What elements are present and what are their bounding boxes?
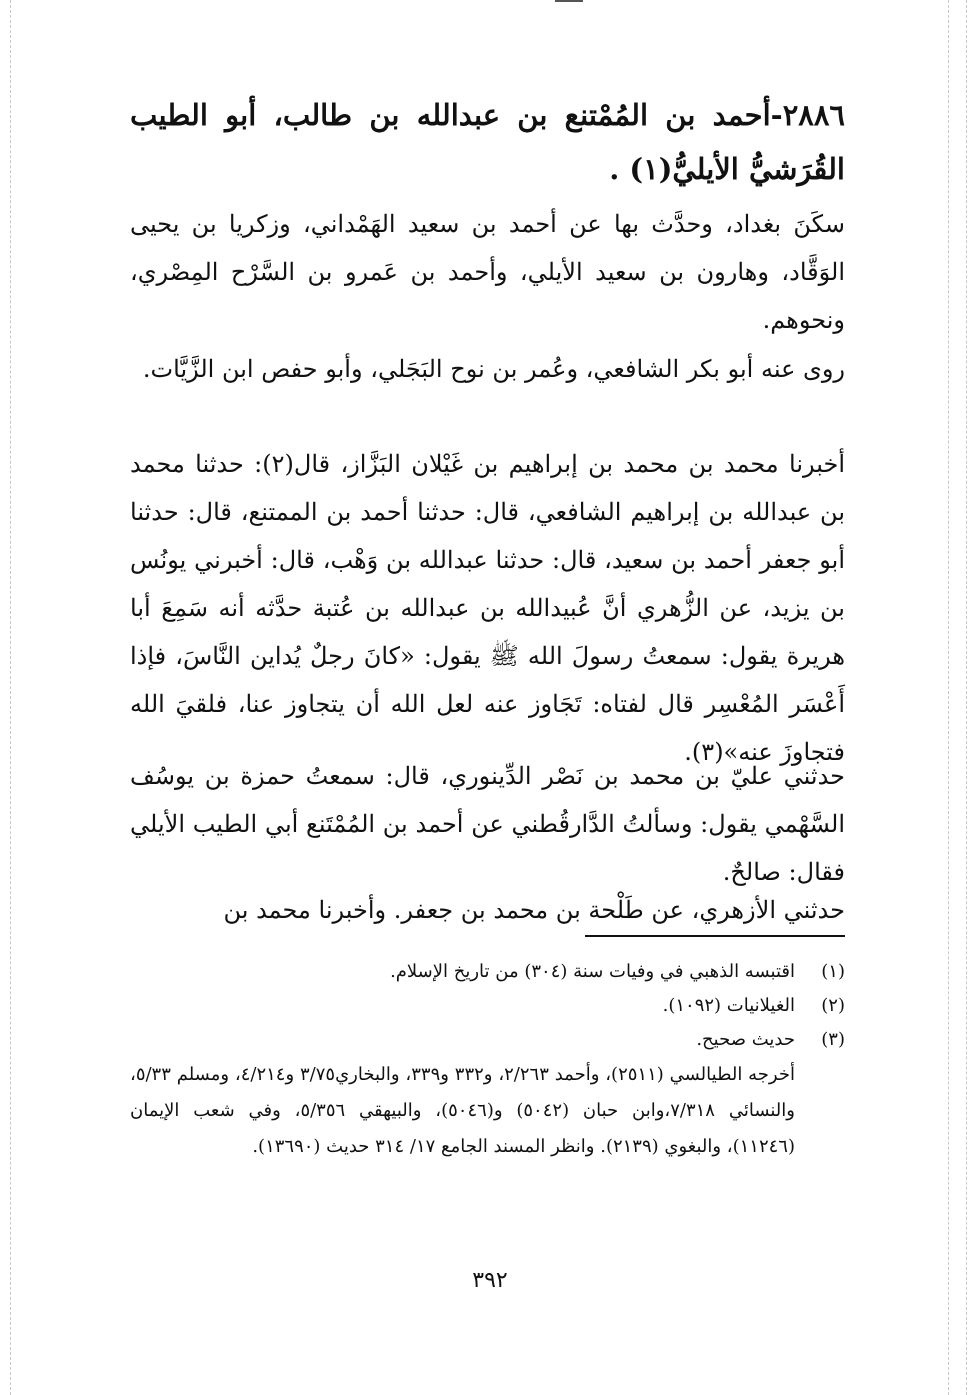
entry-heading: ٢٨٨٦-أحمد بن المُمْتنع بن عبدالله بن طالب، أبو الطيب القُرَشيُّ الأيليُّ(١) . [130, 98, 845, 186]
paragraph-residence: سكَنَ بغداد، وحدَّث بها عن أحمد بن سعيد الهَمْداني، وزكريا بن يحيى الوَقَّاد، وهارون بن سعيد الأيلي، وأحمد بن عَمرو بن السَّرْح المِصْري، ونحوهم. [130, 210, 846, 334]
footnote-text: الغيلانيات (١٠٩٢). [662, 995, 795, 1016]
footnotes [130, 955, 845, 1165]
paragraph-assessment: حدثني عليّ بن محمد بن نَصْر الدِّينوري، قال: سمعتُ حمزة بن يوسُف السَّهْمي يقول: وسألتُ الدَّارقُطني عن أحمد بن المُمْتَنع أبي الطيب الأيلي فقال: صالحٌ. [130, 762, 845, 886]
paragraph-hadith: أخبرنا محمد بن محمد بن إبراهيم بن غَيْلان البَزَّاز، قال(٢): حدثنا محمد بن عبدالله بن إبراهيم الشافعي، قال: حدثنا أحمد بن الممتنع، قال: حدثنا أبو جعفر أحمد بن سعيد، قال: حدثنا عبدالله بن وَهْب، قال: أخبرني يونُس بن يزيد، عن الزُّهري أنَّ عُبيدالله بن عبدالله بن عُتبة حدَّثه أنه سَمِعَ أبا هريرة يقول: سمعتُ رسولَ الله ﷺ يقول: «كانَ رجلٌ يُداين النَّاسَ، فإذا أَعْسَر المُعْسِر قال لفتاه: تَجَاوز عنه لعل الله أن يتجاوز عنا، فلقيَ الله فتجاوزَ عنه»(٣). [130, 450, 845, 766]
paragraph-continuation: حدثني الأزهري، عن طَلْحة بن محمد بن جعفر. وأخبرنا محمد بن [223, 896, 845, 924]
footnote-item [130, 955, 845, 989]
footnote-detail: أخرجه الطيالسي (٢٥١١)، وأحمد ٢/٢٦٣، و٣٣٢ و٣٣٩، والبخاري٣/٧٥ و٤/٢١٤، ومسلم ٥/٣٣، والنسائي ٧/٣١٨،وابن حبان (٥٠٤٢) و(٥٠٤٦)، والبيهقي ٥/٣٥٦، وفي شعب الإيمان (١١٢٤٦)، والبغوي (٢١٣٩). وانظر المسند الجامع ١٧/ ٣١٤ حديث (١٣٦٩٠). [130, 1064, 795, 1157]
footnote-text: اقتبسه الذهبي في وفيات سنة (٣٠٤) من تاريخ الإسلام. [390, 961, 795, 982]
footnote-number: (١) [821, 961, 845, 982]
scan-guide-line [948, 0, 949, 1395]
scan-guide-line [966, 0, 967, 1395]
footnote-item [130, 1023, 845, 1057]
page-number: ٣٩٢ [472, 1268, 508, 1293]
footnote-number: (٢) [821, 995, 845, 1016]
footnote-text: حديث صحيح. [696, 1029, 795, 1050]
paragraph-narrators: روى عنه أبو بكر الشافعي، وعُمر بن نوح البَجَلي، وأبو حفص ابن الزَّيَّات. [142, 355, 845, 383]
footnote-divider [585, 935, 845, 937]
footnote-number: (٣) [821, 1029, 845, 1050]
top-mark [555, 0, 583, 2]
footnote-item [130, 989, 845, 1023]
scan-guide-line [10, 0, 11, 1395]
